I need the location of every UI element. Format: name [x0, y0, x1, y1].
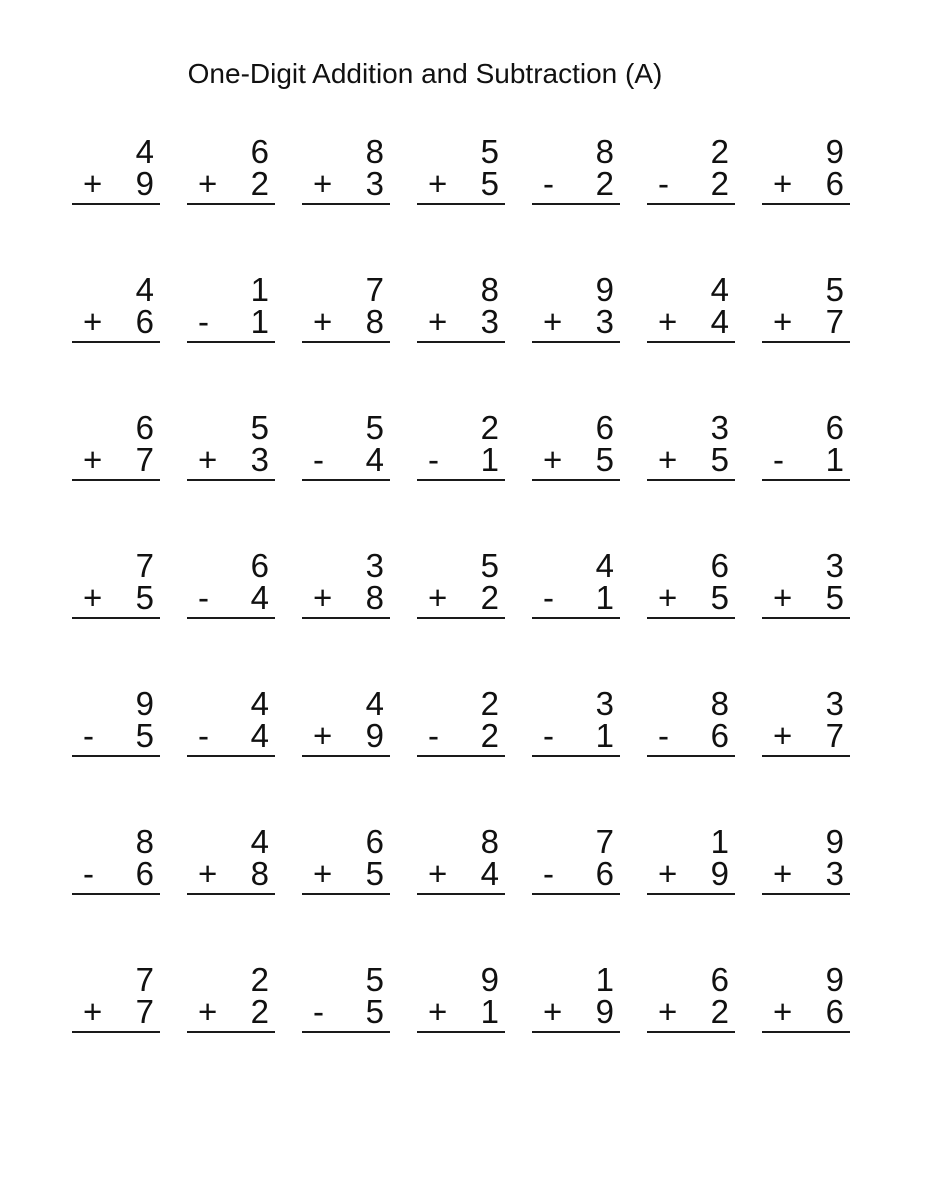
operator: -: [313, 993, 324, 1030]
problem: [532, 823, 620, 895]
operator: +: [543, 303, 563, 340]
bottom-number: 5: [135, 579, 154, 616]
problem: [762, 961, 850, 1033]
top-number: 9: [825, 133, 844, 170]
problem: [647, 685, 735, 757]
top-number: 6: [710, 961, 729, 998]
bottom-number: 9: [365, 717, 384, 754]
answer-line: [302, 479, 390, 481]
problem: [647, 823, 735, 895]
answer-line: [187, 479, 275, 481]
answer-line: [647, 1031, 735, 1033]
answer-line: [532, 479, 620, 481]
answer-line: [187, 1031, 275, 1033]
top-number: 4: [710, 271, 729, 308]
problem: [647, 409, 735, 481]
bottom-number: 8: [365, 303, 384, 340]
top-number: 1: [595, 961, 614, 998]
top-number: 6: [365, 823, 384, 860]
operator: -: [428, 717, 439, 754]
bottom-number: 2: [710, 993, 729, 1030]
bottom-number: 8: [365, 579, 384, 616]
top-number: 4: [365, 685, 384, 722]
answer-line: [417, 1031, 505, 1033]
problem: [532, 547, 620, 619]
answer-line: [72, 893, 160, 895]
problem: [72, 823, 160, 895]
operator: +: [773, 717, 793, 754]
operator: -: [543, 855, 554, 892]
bottom-number: 7: [825, 303, 844, 340]
bottom-number: 4: [480, 855, 499, 892]
answer-line: [532, 893, 620, 895]
answer-line: [72, 203, 160, 205]
bottom-number: 6: [710, 717, 729, 754]
top-number: 5: [250, 409, 269, 446]
operator: +: [543, 993, 563, 1030]
operator: +: [773, 855, 793, 892]
top-number: 4: [595, 547, 614, 584]
answer-line: [417, 755, 505, 757]
answer-line: [762, 755, 850, 757]
bottom-number: 6: [135, 855, 154, 892]
bottom-number: 3: [825, 855, 844, 892]
answer-line: [417, 479, 505, 481]
bottom-number: 4: [365, 441, 384, 478]
operator: +: [83, 303, 103, 340]
problem: [72, 547, 160, 619]
bottom-number: 1: [250, 303, 269, 340]
top-number: 4: [135, 133, 154, 170]
operator: -: [83, 717, 94, 754]
answer-line: [532, 617, 620, 619]
problem: [417, 409, 505, 481]
operator: -: [428, 441, 439, 478]
answer-line: [532, 203, 620, 205]
operator: +: [313, 579, 333, 616]
problem: [417, 133, 505, 205]
answer-line: [762, 479, 850, 481]
top-number: 9: [480, 961, 499, 998]
operator: +: [428, 165, 448, 202]
operator: +: [198, 855, 218, 892]
answer-line: [72, 1031, 160, 1033]
answer-line: [762, 617, 850, 619]
bottom-number: 1: [595, 579, 614, 616]
bottom-number: 9: [135, 165, 154, 202]
bottom-number: 6: [135, 303, 154, 340]
top-number: 2: [480, 409, 499, 446]
answer-line: [647, 479, 735, 481]
operator: -: [198, 579, 209, 616]
answer-line: [72, 341, 160, 343]
problem: [532, 961, 620, 1033]
answer-line: [647, 617, 735, 619]
top-number: 6: [135, 409, 154, 446]
answer-line: [532, 755, 620, 757]
problem: [72, 685, 160, 757]
answer-line: [647, 755, 735, 757]
problem: [532, 133, 620, 205]
bottom-number: 6: [595, 855, 614, 892]
answer-line: [647, 203, 735, 205]
operator: +: [198, 441, 218, 478]
answer-line: [72, 617, 160, 619]
bottom-number: 9: [595, 993, 614, 1030]
operator: +: [313, 717, 333, 754]
bottom-number: 2: [480, 717, 499, 754]
top-number: 5: [825, 271, 844, 308]
bottom-number: 5: [710, 579, 729, 616]
operator: +: [773, 993, 793, 1030]
worksheet-title: One-Digit Addition and Subtraction (A): [187, 58, 663, 89]
answer-line: [187, 341, 275, 343]
bottom-number: 3: [250, 441, 269, 478]
operator: +: [198, 165, 218, 202]
problem: [762, 547, 850, 619]
answer-line: [187, 203, 275, 205]
answer-line: [762, 893, 850, 895]
bottom-number: 6: [825, 993, 844, 1030]
top-number: 9: [825, 823, 844, 860]
top-number: 2: [480, 685, 499, 722]
answer-line: [417, 617, 505, 619]
answer-line: [762, 1031, 850, 1033]
operator: -: [773, 441, 784, 478]
problem: [302, 823, 390, 895]
top-number: 8: [710, 685, 729, 722]
answer-line: [302, 893, 390, 895]
top-number: 2: [710, 133, 729, 170]
bottom-number: 3: [595, 303, 614, 340]
operator: -: [198, 717, 209, 754]
operator: +: [428, 855, 448, 892]
problem: [647, 133, 735, 205]
answer-line: [187, 893, 275, 895]
problem: [417, 685, 505, 757]
bottom-number: 5: [135, 717, 154, 754]
problem: [302, 133, 390, 205]
bottom-number: 5: [365, 855, 384, 892]
bottom-number: 4: [250, 579, 269, 616]
operator: -: [543, 165, 554, 202]
top-number: 8: [365, 133, 384, 170]
bottom-number: 5: [365, 993, 384, 1030]
problem: [302, 409, 390, 481]
problem: [762, 271, 850, 343]
problem: [417, 271, 505, 343]
top-number: 4: [250, 685, 269, 722]
problem: [417, 547, 505, 619]
problem: [417, 961, 505, 1033]
bottom-number: 1: [480, 441, 499, 478]
operator: -: [198, 303, 209, 340]
bottom-number: 4: [710, 303, 729, 340]
answer-line: [302, 755, 390, 757]
top-number: 5: [480, 133, 499, 170]
bottom-number: 7: [135, 441, 154, 478]
answer-line: [647, 893, 735, 895]
top-number: 6: [250, 547, 269, 584]
top-number: 8: [480, 823, 499, 860]
operator: +: [543, 441, 563, 478]
operator: +: [773, 579, 793, 616]
operator: +: [773, 165, 793, 202]
operator: -: [313, 441, 324, 478]
operator: +: [658, 579, 678, 616]
answer-line: [302, 617, 390, 619]
top-number: 3: [825, 547, 844, 584]
problem: [532, 271, 620, 343]
answer-line: [187, 755, 275, 757]
answer-line: [187, 617, 275, 619]
top-number: 9: [825, 961, 844, 998]
top-number: 8: [595, 133, 614, 170]
top-number: 8: [480, 271, 499, 308]
bottom-number: 5: [825, 579, 844, 616]
answer-line: [647, 341, 735, 343]
problem: [762, 133, 850, 205]
problem: [302, 685, 390, 757]
problem: [72, 961, 160, 1033]
bottom-number: 5: [710, 441, 729, 478]
bottom-number: 2: [250, 993, 269, 1030]
operator: +: [198, 993, 218, 1030]
top-number: 3: [710, 409, 729, 446]
top-number: 6: [595, 409, 614, 446]
bottom-number: 9: [710, 855, 729, 892]
bottom-number: 2: [480, 579, 499, 616]
top-number: 4: [135, 271, 154, 308]
bottom-number: 2: [595, 165, 614, 202]
problem: [762, 685, 850, 757]
bottom-number: 4: [250, 717, 269, 754]
problem: [302, 961, 390, 1033]
problem: [187, 685, 275, 757]
top-number: 2: [250, 961, 269, 998]
operator: -: [658, 165, 669, 202]
bottom-number: 2: [250, 165, 269, 202]
bottom-number: 8: [250, 855, 269, 892]
operator: -: [543, 717, 554, 754]
top-number: 9: [595, 271, 614, 308]
operator: +: [658, 303, 678, 340]
operator: +: [83, 993, 103, 1030]
problem: [302, 547, 390, 619]
operator: +: [658, 855, 678, 892]
problem: [762, 409, 850, 481]
bottom-number: 3: [480, 303, 499, 340]
top-number: 8: [135, 823, 154, 860]
operator: -: [658, 717, 669, 754]
bottom-number: 7: [825, 717, 844, 754]
top-number: 6: [825, 409, 844, 446]
operator: +: [658, 993, 678, 1030]
answer-line: [417, 893, 505, 895]
problem: [532, 685, 620, 757]
bottom-number: 1: [480, 993, 499, 1030]
answer-line: [72, 755, 160, 757]
answer-line: [72, 479, 160, 481]
operator: +: [313, 303, 333, 340]
top-number: 3: [825, 685, 844, 722]
operator: +: [313, 855, 333, 892]
operator: +: [773, 303, 793, 340]
top-number: 1: [710, 823, 729, 860]
bottom-number: 7: [135, 993, 154, 1030]
bottom-number: 5: [480, 165, 499, 202]
bottom-number: 5: [595, 441, 614, 478]
top-number: 7: [135, 961, 154, 998]
problem: [762, 823, 850, 895]
operator: +: [658, 441, 678, 478]
bottom-number: 3: [365, 165, 384, 202]
problem: [72, 409, 160, 481]
answer-line: [762, 203, 850, 205]
problem: [302, 271, 390, 343]
operator: +: [83, 165, 103, 202]
bottom-number: 2: [710, 165, 729, 202]
operator: +: [83, 579, 103, 616]
problem: [187, 823, 275, 895]
operator: -: [543, 579, 554, 616]
top-number: 5: [365, 409, 384, 446]
problem: [72, 133, 160, 205]
operator: +: [428, 579, 448, 616]
answer-line: [417, 203, 505, 205]
top-number: 7: [365, 271, 384, 308]
problem: [187, 271, 275, 343]
bottom-number: 1: [595, 717, 614, 754]
answer-line: [302, 1031, 390, 1033]
operator: +: [313, 165, 333, 202]
problem: [187, 409, 275, 481]
answer-line: [762, 341, 850, 343]
answer-line: [302, 203, 390, 205]
top-number: 7: [595, 823, 614, 860]
operator: -: [83, 855, 94, 892]
top-number: 4: [250, 823, 269, 860]
top-number: 6: [250, 133, 269, 170]
bottom-number: 1: [825, 441, 844, 478]
top-number: 7: [135, 547, 154, 584]
answer-line: [302, 341, 390, 343]
problem: [187, 547, 275, 619]
problem: [647, 961, 735, 1033]
top-number: 5: [365, 961, 384, 998]
operator: +: [83, 441, 103, 478]
problem: [187, 133, 275, 205]
top-number: 6: [710, 547, 729, 584]
bottom-number: 6: [825, 165, 844, 202]
problem: [417, 823, 505, 895]
operator: +: [428, 993, 448, 1030]
top-number: 1: [250, 271, 269, 308]
problem: [187, 961, 275, 1033]
problem: [647, 271, 735, 343]
problem: [72, 271, 160, 343]
answer-line: [417, 341, 505, 343]
problem: [647, 547, 735, 619]
operator: +: [428, 303, 448, 340]
answer-line: [532, 341, 620, 343]
top-number: 5: [480, 547, 499, 584]
top-number: 9: [135, 685, 154, 722]
problems-grid: [72, 133, 850, 1033]
top-number: 3: [365, 547, 384, 584]
top-number: 3: [595, 685, 614, 722]
problem: [532, 409, 620, 481]
answer-line: [532, 1031, 620, 1033]
